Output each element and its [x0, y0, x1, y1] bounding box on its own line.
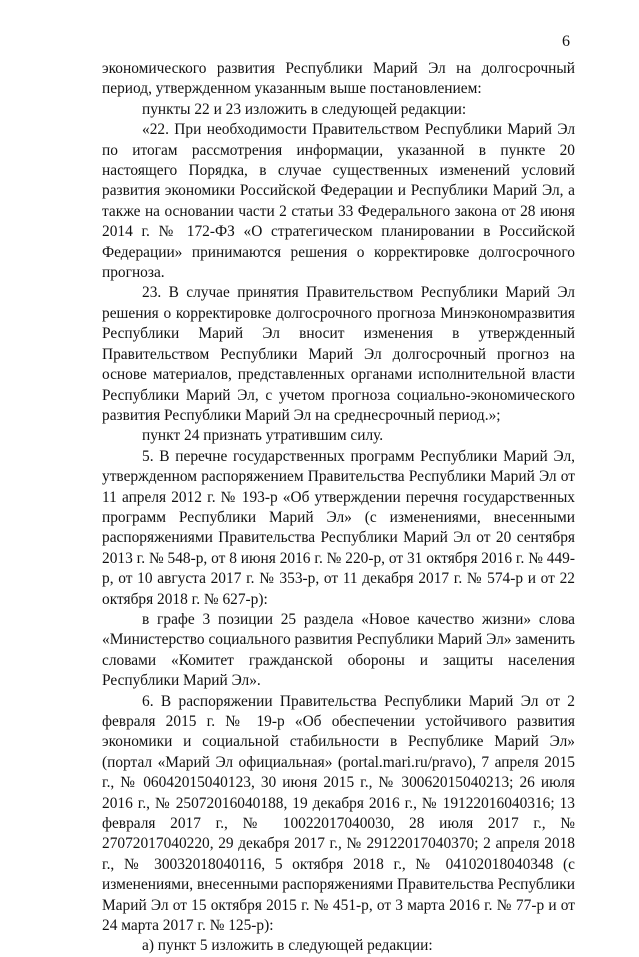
paragraph-items-22-23: пункты 22 и 23 изложить в следующей редакции:: [142, 100, 467, 118]
document-body: [102, 59, 575, 957]
paragraph-item-24: пункт 24 признать утратившим силу.: [142, 427, 384, 445]
paragraph-section-5: 5. В перечне государственных программ Республики Марий Эл, утвержденном распоряжением Правительства Республики Марий Эл от 11 апреля 2012 г. № 193-р «Об утверждении перечня государственных программ Республики Марий Эл» (с изменениями, внесенными распоряжениями Правительства Республики Марий Эл от 20 сентября 2013 г. № 548-р, от 8 июня 2016 г. № 220-р, от 31 октября 2016 г. № 449-р, от 10 августа 2017 г. № 353-р, от 11 декабря 2017 г. № 574-р и от 22 октября 2018 г. № 627-р):: [102, 447, 575, 608]
paragraph-section-6: 6. В распоряжении Правительства Республики Марий Эл от 2 февраля 2015 г. № 19-р «Об обеспечении устойчивого развития экономики и социальной стабильности в Республике Марий Эл» (портал «Марий Эл официальная» (portal.mari.ru/pravo), 7 апреля 2015 г., № 06042015040123, 30 июня 2015 г., № 30062015040213; 26 июля 2016 г., № 25072016040188, 19 декабря 2016 г., № 19122016040316; 13 февраля 2017 г., № 10022017040030, 28 июля 2017 г., № 27072017040220, 29 декабря 2017 г., № 29122017040370; 2 апреля 2018 г., № 30032018040116, 5 октября 2018 г., № 04102018040348 (с изменениями, внесенными распоряжениями Правительства Республики Марий Эл от 15 октября 2015 г. № 451-р, от 3 марта 2016 г. № 77-р и от 24 марта 2017 г. № 125-р):: [102, 692, 575, 935]
paragraph-subitem-a: а) пункт 5 изложить в следующей редакции:: [142, 937, 433, 955]
page-number: 6: [562, 33, 570, 50]
paragraph-intro: экономического развития Республики Марий Эл на долгосрочный период, утвержденном указанным выше постановлением:: [102, 60, 575, 98]
paragraph-item-23: 23. В случае принятия Правительством Республики Марий Эл решения о корректировке долгосрочного прогноза Минэкономразвития Республики Марий Эл вносит изменения в утвержденный Правительством Республики Марий Эл долгосрочный прогноз на основе материалов, представленных органами исполнительной власти Республики Марий Эл, с учетом прогноза социально-экономического развития Республики Марий Эл на среднесрочный период.»;: [102, 284, 575, 424]
paragraph-column-3: в графе 3 позиции 25 раздела «Новое качество жизни» слова «Министерство социального развития Республики Марий Эл» заменить словами «Комитет гражданской обороны и защиты населения Республики Марий Эл».: [102, 610, 575, 690]
paragraph-item-22: «22. При необходимости Правительством Республики Марий Эл по итогам рассмотрения информации, указанной в пункте 20 настоящего Порядка, в случае существенных изменений условий развития экономики Российской Федерации и Республики Марий Эл, а также на основании части 2 статьи 33 Федерального закона от 28 июня 2014 г. № 172-ФЗ «О стратегическом планировании в Российской Федерации» принимаются решения о корректировке долгосрочного прогноза.: [102, 121, 575, 282]
